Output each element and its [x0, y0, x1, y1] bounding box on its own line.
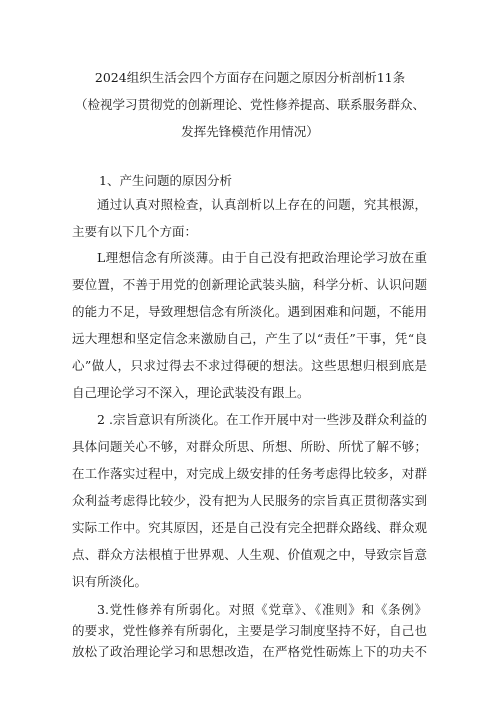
paragraph-line: L理想信念有所淡薄。由于自己没有把政治理论学习放在重	[97, 250, 427, 265]
title-block	[0, 64, 500, 145]
paragraph-line: 要位置，不善于用党的创新理论武装头脑，科学分析、认识问题	[72, 277, 427, 292]
point-2-paragraph	[72, 406, 427, 595]
intro-paragraph	[72, 191, 427, 245]
document-title: 2024组织生活会四个方面存在问题之原因分析剖析11条	[94, 70, 406, 85]
document-subtitle-line-1: （检视学习贯彻党的创新理论、党性修养提高、联系服务群众、	[74, 97, 425, 112]
paragraph-line: 在工作落实过程中，对完成上级安排的任务考虑得比较多，对群	[72, 466, 427, 481]
paragraph-line: 2 .宗旨意识有所淡化。在工作开展中对一些涉及群众利益的	[97, 412, 427, 427]
paragraph-line: 的能力不足，导致理想信念有所淡化。遇到困难和问题，不能用	[72, 304, 427, 319]
paragraph-line: 识有所淡化。	[72, 574, 148, 589]
section-heading: 1、产生问题的原因分析	[99, 173, 232, 188]
point-1-paragraph	[72, 244, 427, 406]
paragraph-line: 心”做人，只求过得去不求过得硬的想法。这些思想归根到底是	[72, 358, 427, 373]
paragraph-line: 远大理想和坚定信念来激励自己，产生了以“责任”干事，凭“良	[72, 331, 427, 346]
document-subtitle-line-2: 发挥先锋模范作用情况）	[181, 124, 319, 139]
paragraph-line: 实际工作中。究其原因，还是自己没有完全把群众路线、群众观	[72, 520, 427, 535]
point-3-paragraph	[72, 599, 427, 662]
paragraph-line: 自己理论学习不深入，理论武装没有跟上。	[72, 385, 310, 400]
paragraph-line: 放松了政治理论学习和思想改造，在严格党性砺炼上下的功夫不	[72, 644, 427, 659]
paragraph-line: 点、群众方法根植于世界观、人生观、价值观之中，导致宗旨意	[72, 547, 427, 562]
paragraph-line: 具体问题关心不够，对群众所思、所想、所盼、所忧了解不够；	[72, 439, 427, 454]
paragraph-line: 通过认真对照检查，认真剖析以上存在的问题，究其根源，	[97, 197, 427, 212]
paragraph-line: 主要有以下几个方面：	[72, 224, 198, 239]
paragraph-line: 众利益考虑得比较少，没有把为人民服务的宗旨真正贯彻落实到	[72, 493, 427, 508]
paragraph-line: 3.党性修养有所弱化。对照《党章》、《准则》和《条例》	[97, 602, 427, 617]
paragraph-line: 的要求，党性修养有所弱化，主要是学习制度坚持不好，自己也	[72, 623, 427, 638]
